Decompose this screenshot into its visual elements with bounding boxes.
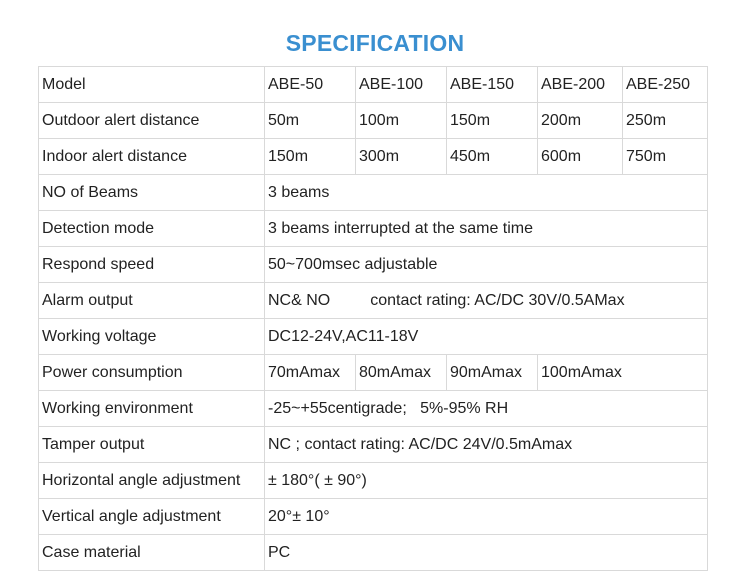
value-cell: 100m xyxy=(356,103,447,139)
row-label: Working voltage xyxy=(39,319,265,355)
value-cell: 80mAmax xyxy=(356,355,447,391)
alarm-output-type: NC& NO xyxy=(268,291,331,309)
table-row xyxy=(39,427,708,463)
row-label: Tamper output xyxy=(39,427,265,463)
value-cell xyxy=(265,283,708,319)
model-cell: ABE-150 xyxy=(447,67,538,103)
value-cell: 20°± 10° xyxy=(265,499,708,535)
value-cell: 150m xyxy=(447,103,538,139)
value-cell: -25~+55centigrade; 5%-95% RH xyxy=(265,391,708,427)
table-row xyxy=(39,535,708,571)
row-label: Model xyxy=(39,67,265,103)
value-cell: 300m xyxy=(356,139,447,175)
row-label: Power consumption xyxy=(39,355,265,391)
value-cell: 250m xyxy=(623,103,708,139)
table-row xyxy=(39,67,708,103)
table-row xyxy=(39,175,708,211)
table-row xyxy=(39,211,708,247)
value-cell: 600m xyxy=(538,139,623,175)
row-label: Outdoor alert distance xyxy=(39,103,265,139)
value-cell: DC12-24V,AC11-18V xyxy=(265,319,708,355)
model-cell: ABE-200 xyxy=(538,67,623,103)
value-cell: PC xyxy=(265,535,708,571)
value-cell: 750m xyxy=(623,139,708,175)
table-row xyxy=(39,103,708,139)
table-row xyxy=(39,463,708,499)
value-cell: ± 180°( ± 90°) xyxy=(265,463,708,499)
value-cell: 450m xyxy=(447,139,538,175)
row-label: Alarm output xyxy=(39,283,265,319)
table-row xyxy=(39,499,708,535)
row-label: NO of Beams xyxy=(39,175,265,211)
model-cell: ABE-250 xyxy=(623,67,708,103)
table-row xyxy=(39,139,708,175)
value-cell: 200m xyxy=(538,103,623,139)
value-cell: NC ; contact rating: AC/DC 24V/0.5mAmax xyxy=(265,427,708,463)
page-title: SPECIFICATION xyxy=(285,30,465,56)
row-label: Case material xyxy=(39,535,265,571)
table-row xyxy=(39,247,708,283)
table-row xyxy=(39,319,708,355)
value-cell: 3 beams xyxy=(265,175,708,211)
model-cell: ABE-100 xyxy=(356,67,447,103)
row-label: Indoor alert distance xyxy=(39,139,265,175)
row-label: Horizontal angle adjustment xyxy=(39,463,265,499)
value-cell: 150m xyxy=(265,139,356,175)
value-cell: 3 beams interrupted at the same time xyxy=(265,211,708,247)
alarm-contact-rating: contact rating: AC/DC 30V/0.5AMax xyxy=(370,291,625,309)
specification-table xyxy=(38,66,708,571)
value-cell: 70mAmax xyxy=(265,355,356,391)
table-row xyxy=(39,391,708,427)
row-label: Respond speed xyxy=(39,247,265,283)
row-label: Detection mode xyxy=(39,211,265,247)
value-cell: 50~700msec adjustable xyxy=(265,247,708,283)
model-cell: ABE-50 xyxy=(265,67,356,103)
value-cell: 100mAmax xyxy=(538,355,708,391)
value-cell: 50m xyxy=(265,103,356,139)
table-row xyxy=(39,283,708,319)
table-row xyxy=(39,355,708,391)
value-cell: 90mAmax xyxy=(447,355,538,391)
row-label: Working environment xyxy=(39,391,265,427)
row-label: Vertical angle adjustment xyxy=(39,499,265,535)
